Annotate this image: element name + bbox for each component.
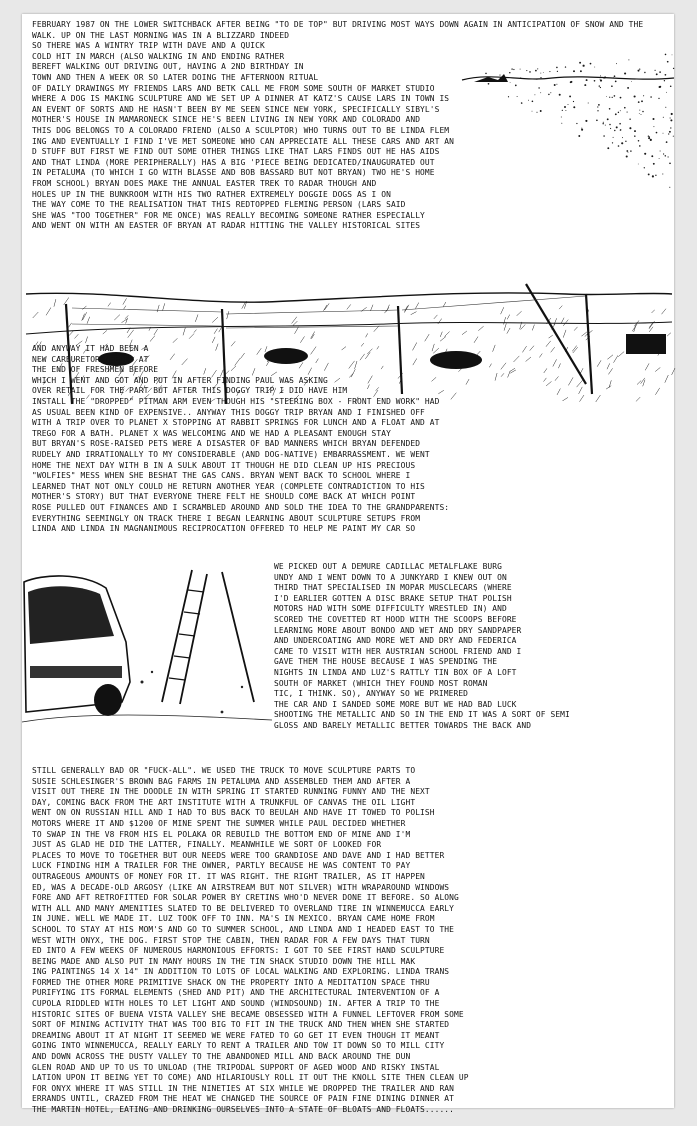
journal-page xyxy=(22,14,674,1114)
car-and-ladder-drawing xyxy=(22,562,272,762)
journal-text-bottom: STILL GENERALLY BAD OR "FUCK-ALL". WE USED THE TRUCK TO MOVE SCULPTURE PARTS TO SUSIE SCHLESINGER'S BROWN BAG FARMS IN PETALUMA AND ASSEMBLED THEM AND AFTER A VISIT OUT THERE IN THE DOODLE IN WITH SPRING IT STARTED RUNNING FUNNY AND THE NEXT DAY, COMING BACK FROM THE ART INSTITUTE WITH A TRUNKFUL OF CANVAS THE OIL LIGHT WENT ON ON RUSSIAN HILL AND I HAD TO BUS BACK TO BEULAH AND HAVE IT TOWED TO POLISH MOTORS WHERE IT AND $1200 OF MINE SPENT THE SUMMER WHILE PAUL DECIDED WHETHER TO SWAP IN THE V8 FROM HIS EL POLAKA OR REBUILD THE BOTTOM END OF MINE AND I'M JUST AS GLAD HE DID THE LATTER, FINALLY. MEANWHILE WE SORT OF LOOKED FOR PLACES TO MOVE TO TOGETHER BUT OUR NEEDS WERE TOO GRANDIOSE AND DAVE AND I HAD BETTER LUCK FINDING HIM A TRAILER FOR THE OWNER, PARTLY BECAUSE HE WAS CONTENT TO PAY OUTRAGEOUS AMOUNTS OF MONEY FOR IT. IT WAS RIGHT. THE RIGHT TRAILER, AS IT HAPPEN ED, WAS A DECADE-OLD ARGOSY (LIKE AN AIRSTREAM BUT NOT SILVER) WITH WRAPAROUND WINDOWS FORE AND AFT RETROFITTED FOR SOLAR POWER BY CRETINS WHO'D NEVER DONE IT BEFORE. SO ALONG WITH ALL AND MANY AMENITIES SLATED TO BE DELIVERED TO OVERLAND TIRE IN WINNEMUCCA EARLY IN JUNE. WELL WE MADE IT. LUZ TOOK OFF TO INN. MA'S IN MEXICO. BRYAN CAME HOME FROM SCHOOL TO STAY AT HIS MOM'S AND GO TO SUMMER SCHOOL, AND LINDA AND I HEADED EAST TO THE WEST WITH ONYX, THE DOG. FIRST STOP THE CABIN, THEN RADAR FOR A FEW DAYS THAT TURN ED INTO A FEW WEEKS OF NUMEROUS HARMONIOUS EFFORTS: I GOT TO SEE FIRST HAND SCULPTURE BEING MADE AND ALSO PUT IN MANY HOURS IN THE TIN SHACK STUDIO DOWN THE HILL MAK ING PAINTINGS 14 X 14" IN ADDITION TO LOTS OF LOCAL WALKING AND EXPLORING. LINDA TRANS FORMED THE OTHER MORE PRIMITIVE SHACK ON THE PROPERTY INTO A MEDITATION SPACE THRU PURIFYING ITS FORMAL ELEMENTS (SHED AND PIT) AND THE ARCHITECTURAL INTERVENTION OF A CUPOLA RIDDLED WITH HOLES TO LET LIGHT AND SOUND (WINDSOUND) IN. AFTER A TRIP TO THE HISTORIC SITES OF BUENA VISTA VALLEY SHE BECAME OBSESSED WITH A FUNNEL LEFTOVER FROM SOME SORT OF MINING ACTIVITY THAT WAS TOO BIG TO FIT IN THE TRUCK AND THEN WHEN SHE STARTED DREAMING ABOUT IT AT NIGHT IT SEEMED WE WERE FATED TO GO GET IT EVEN THOUGH IT MEANT GOING INTO WINNEMUCCA, REALLY EARLY TO RENT A TRAILER AND TOW IT DOWN SO TO MILL CITY AND DOWN ACROSS THE DUSTY VALLEY TO THE ABANDONED MILL AND BACK AROUND THE DUN GLEN ROAD AND UP TO US TO UNLOAD (THE TRIPODAL SUPPORT OF AGED WOOD AND RISKY INSTAL LATION UPON IT BEING YET TO COME) AND HILARIOUSLY ROLL IT OUT THE KNOLL SITE THEN CLEAN UP FOR ONYX WHERE IT WAS STILL IN THE NINETIES AT SIX WHILE WE DROPPED THE TRAILER AND RAN ERRANDS UNTIL, CRAZED FROM THE HEAT WE CHANGED THE SOURCE OF PAIN FINE DINING DINNER AT THE MARTIN HOTEL, EATING AND DRINKING OURSELVES INTO A STATE OF BLOATS AND FLOATS...... xyxy=(32,766,469,1114)
journal-text-top: FEBRUARY 1987 ON THE LOWER SWITCHBACK AFTER BEING "TO DE TOP" BUT DRIVING MOST WAYS DOWN AGAIN IN ANTICIPATION OF SNOW AND THE WALK. UP ON THE LAST MORNING WAS IN A BLIZZARD INDEED SO THERE WAS A WINTRY TRIP WITH DAVE AND A QUICK COLD HIT IN MARCH (ALSO WALKING IN AND ENDING RATHER BEREFT WALKING OUT DRIVING OUT, HAVING A 2ND BIRTHDAY IN TOWN AND THEN A WEEK OR SO LATER DOING THE AFTERNOON RITUAL OF DAILY DRAWINGS MY FRIENDS LARS AND BETK CALL ME FROM SOME SOUTH OF MARKET STUDIO WHERE A DOG IS MAKING SCULPTURE AND WE SET UP A DINNER AT KATZ'S CAUSE LARS IN TOWN IS AN EVENT OF SORTS AND HE HASN'T BEEN BY ME SEEN SINCE NEW YORK, SPECIFICALLY SIBYL'S MOTHER'S HOUSE IN MAMARONECK SINCE HE'S BEEN LIVING IN NEW YORK AND COLORADO AND THIS DOG BELONGS TO A COLORADO FRIEND (ALSO A SCULPTOR) WHO TURNS OUT TO BE LINDA FLEM ING AND EVENTUALLY I FIND I'VE MET SOMEONE WHO CAN APPRECIATE ALL THESE CARS AND ART AN D STUFF BUT FIRST WE FIND OUT SOME OTHER THINGS LIKE THAT LARS FINDS OUT HE HAS AIDS AND THAT LINDA (MORE PERIPHERALLY) HAS A BIG 'PIECE BEING DEDICATED/INAUGURATED OUT IN PETALUMA (TO WHICH I GO WITH BLASSE AND BOB BASSARD BUT NOT BRYAN) TWO HE'S HOME FROM SCHOOL) BRYAN DOES MAKE THE ANNUAL EASTER TREK TO RADAR THOUGH AND HOLES UP IN THE BUNKROOM WITH HIS TWO RATHER EXTREMELY DOGGIE DOGS AS I ON THE WAY COME TO THE REALISATION THAT THIS REDTOPPED FLEMING PERSON (LARS SAID SHE WAS "TOO TOGETHER" FOR ME ONCE) WAS REALLY BECOMING SOMEONE RATHER ESPECIALLY AND WENT ON WITH AN EASTER OF BRYAN AT RADAR HITTING THE VALLEY HISTORICAL SITES xyxy=(32,20,644,231)
journal-text-right-column: WE PICKED OUT A DEMURE CADILLAC METALFLAKE BURG UNDY AND I WENT DOWN TO A JUNKYARD I KNEW OUT ON THIRD THAT SPECIALISED IN MOPAR MUSCLECARS (WHERE I'D EARLIER GOTTEN A DISC BRAKE SETUP THAT POLISH MOTORS HAD WITH SOME DIFFICULTY WRESTLED IN) AND SCORED THE COVETTED RT HOOD WITH THE SCOOPS BEFORE LEARNING MORE ABOUT BONDO AND WET AND DRY SANDPAPER AND UNDERCOATING AND MORE WET AND DRY AND FEDERICA CAME TO VISIT WITH HER AUSTRIAN SCHOOL FRIEND AND I GAVE THEM THE HOUSE BECAUSE I WAS SPENDING THE NIGHTS IN LINDA AND LUZ'S RATTLY TIN BOX OF A LOFT SOUTH OF MARKET (WHICH THEY FOUND MOST ROMAN TIC, I THINK. SO), ANYWAY SO WE PRIMERED THE CAR AND I SANDED SOME MORE BUT WE HAD BAD LUCK SHOOTING THE METALLIC AND SO IN THE END IT WAS A SORT OF SEMI GLOSS AND BARELY METALLIC BETTER TOWARDS THE BACK AND xyxy=(274,562,570,730)
journal-text-middle: AND ANYWAY IT HAD BEEN A NEW CARBURETOR NEEDED AT THE END OF FRESHMEN BEFORE WHICH I WENT AND GOT AND PUT IN AFTER FINDING PAUL WAS ASKING OVER RETAIL FOR THE PART BUT AFTER THIS DOGGY TRIP I DID HAVE HIM INSTALL THE "DROPPED" PITMAN ARM EVEN THOUGH HIS "STEERING BOX - FRONT END WORK" HAD AS USUAL BEEN KIND OF EXPENSIVE.. ANYWAY THIS DOGGY TRIP BRYAN AND I FINISHED OFF WITH A TRIP OVER TO PLANET X STOPPING AT RABBIT SPRINGS FOR LUNCH AND A FLOAT AND AT TREGO FOR A BATH. PLANET X WAS WELCOMING AND WE HAD A PLEASANT ENOUGH STAY BUT BRYAN'S ROSE-RAISED PETS WERE A DISASTER OF BAD MANNERS WHICH BRYAN DEFENDED RUDELY AND IRRATIONALLY TO MY CONSIDERABLE (AND DOG-NATIVE) EMBARRASSMENT. WE WENT HOME THE NEXT DAY WITH B IN A SULK ABOUT IT THOUGH HE DID CLEAN UP HIS PRECIOUS "WOLFIES" MESS WHEN SHE BESHAT THE GAS CANS. BRYAN WENT BACK TO SCHOOL WHERE I LEARNED THAT NOT ONLY COULD HE RETURN ANOTHER YEAR (COMPLETE CONTRADICTION TO HIS MOTHER'S STORY) BUT THAT EVERYONE THERE FELT HE SHOULD COME BACK AT WHICH POINT ROSE PULLED OUT FINANCES AND I SCRAMBLED AROUND AND SOLD THE IDEA TO THE GRANDPARENTS: EVERYTHING SEEMINGLY ON TRACK THERE I BEGAN LEARNING ABOUT SCULPTURE SETUPS FROM LINDA AND LINDA IN MAGNANIMOUS RECIPROCATION OFFERED TO HELP ME PAINT MY CAR SO xyxy=(32,344,450,534)
